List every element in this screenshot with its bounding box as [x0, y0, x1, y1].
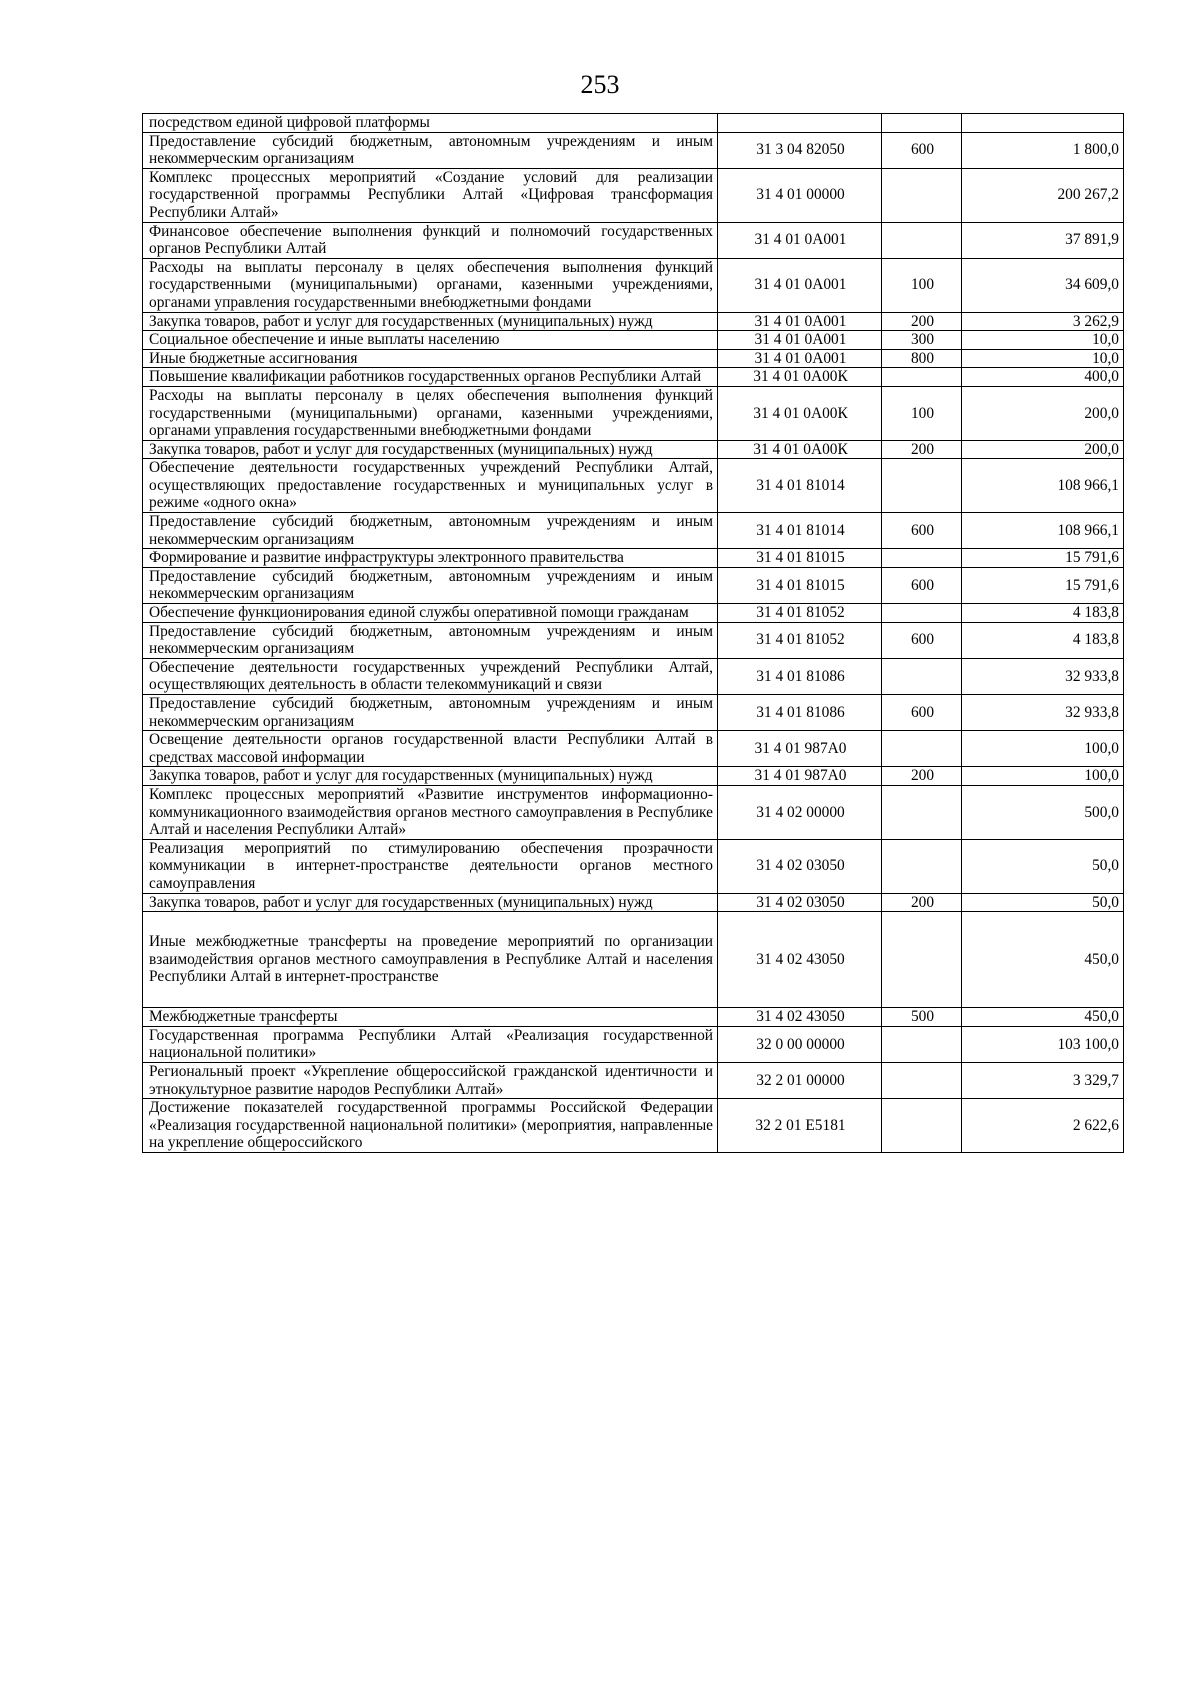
row-name-cell: Формирование и развитие инфраструктуры электронного правительства	[143, 549, 718, 568]
row-sum-cell: 50,0	[962, 839, 1124, 893]
row-sum-cell: 500,0	[962, 785, 1124, 839]
row-expense-type-cell: 200	[882, 767, 962, 786]
row-name-cell: Предоставление субсидий бюджетным, автономным учреждениям и иным некоммерческим организациям	[143, 513, 718, 549]
row-name-cell: Расходы на выплаты персоналу в целях обеспечения выполнения функций государственными (муниципальными) органами, казенными учреждениями, органами управления государственными внебюджетными фондами	[143, 386, 718, 440]
row-sum-cell: 200,0	[962, 440, 1124, 459]
row-expense-type-cell	[882, 785, 962, 839]
row-code-cell: 31 4 01 00000	[718, 168, 882, 222]
table-row	[143, 731, 1124, 767]
table-row	[143, 839, 1124, 893]
row-expense-type-cell: 200	[882, 440, 962, 459]
row-expense-type-cell: 200	[882, 893, 962, 912]
row-name-cell: Региональный проект «Укрепление общероссийской гражданской идентичности и этнокультурное развитие народов Республики Алтай»	[143, 1062, 718, 1098]
row-code-cell: 31 4 02 43050	[718, 912, 882, 1008]
row-sum-cell: 15 791,6	[962, 567, 1124, 603]
row-expense-type-cell	[882, 839, 962, 893]
row-sum-cell: 3 262,9	[962, 312, 1124, 331]
row-code-cell: 31 4 02 03050	[718, 839, 882, 893]
row-name-cell: Межбюджетные трансферты	[143, 1008, 718, 1027]
table-row	[143, 513, 1124, 549]
row-sum-cell: 200,0	[962, 386, 1124, 440]
row-sum-cell	[962, 114, 1124, 133]
row-sum-cell: 108 966,1	[962, 513, 1124, 549]
row-code-cell: 31 4 02 03050	[718, 893, 882, 912]
row-name-cell: Закупка товаров, работ и услуг для государственных (муниципальных) нужд	[143, 440, 718, 459]
row-expense-type-cell	[882, 459, 962, 513]
table-row	[143, 386, 1124, 440]
row-sum-cell: 450,0	[962, 912, 1124, 1008]
table-row	[143, 132, 1124, 168]
row-name-cell: Предоставление субсидий бюджетным, автономным учреждениям и иным некоммерческим организациям	[143, 132, 718, 168]
table-row	[143, 168, 1124, 222]
row-sum-cell: 15 791,6	[962, 549, 1124, 568]
row-name-cell: Государственная программа Республики Алтай «Реализация государственной национальной политики»	[143, 1026, 718, 1062]
row-sum-cell: 4 183,8	[962, 604, 1124, 623]
row-sum-cell: 103 100,0	[962, 1026, 1124, 1062]
table-row	[143, 440, 1124, 459]
row-expense-type-cell: 800	[882, 349, 962, 368]
row-sum-cell: 50,0	[962, 893, 1124, 912]
row-code-cell: 31 4 01 0А001	[718, 349, 882, 368]
row-expense-type-cell	[882, 731, 962, 767]
row-name-cell: Предоставление субсидий бюджетным, автономным учреждениям и иным некоммерческим организациям	[143, 695, 718, 731]
row-code-cell: 31 4 01 0А00К	[718, 386, 882, 440]
row-sum-cell: 32 933,8	[962, 658, 1124, 694]
table-row	[143, 658, 1124, 694]
table-row	[143, 114, 1124, 133]
row-name-cell: Закупка товаров, работ и услуг для государственных (муниципальных) нужд	[143, 893, 718, 912]
row-expense-type-cell	[882, 604, 962, 623]
row-sum-cell: 108 966,1	[962, 459, 1124, 513]
row-name-cell: Повышение квалификации работников государственных органов Республики Алтай	[143, 368, 718, 387]
row-expense-type-cell: 300	[882, 331, 962, 350]
row-code-cell: 31 4 01 81052	[718, 604, 882, 623]
row-sum-cell: 37 891,9	[962, 222, 1124, 258]
row-expense-type-cell: 600	[882, 513, 962, 549]
row-sum-cell: 400,0	[962, 368, 1124, 387]
table-row	[143, 349, 1124, 368]
row-code-cell: 31 4 01 987А0	[718, 767, 882, 786]
row-sum-cell: 10,0	[962, 349, 1124, 368]
row-sum-cell: 450,0	[962, 1008, 1124, 1027]
row-name-cell: посредством единой цифровой платформы	[143, 114, 718, 133]
row-expense-type-cell	[882, 912, 962, 1008]
row-code-cell: 31 4 01 81015	[718, 567, 882, 603]
table-row	[143, 893, 1124, 912]
row-code-cell: 31 4 02 00000	[718, 785, 882, 839]
row-sum-cell: 32 933,8	[962, 695, 1124, 731]
row-code-cell: 31 4 01 81086	[718, 658, 882, 694]
table-row	[143, 767, 1124, 786]
row-code-cell	[718, 114, 882, 133]
row-code-cell: 31 4 02 43050	[718, 1008, 882, 1027]
row-name-cell: Иные бюджетные ассигнования	[143, 349, 718, 368]
row-name-cell: Социальное обеспечение и иные выплаты населению	[143, 331, 718, 350]
row-name-cell: Достижение показателей государственной программы Российской Федерации «Реализация государственной национальной политики» (мероприятия, направленные на укрепление общероссийского	[143, 1099, 718, 1153]
row-code-cell: 31 4 01 0А001	[718, 331, 882, 350]
row-sum-cell: 200 267,2	[962, 168, 1124, 222]
row-expense-type-cell: 100	[882, 258, 962, 312]
table-row	[143, 912, 1124, 1008]
row-expense-type-cell: 500	[882, 1008, 962, 1027]
row-name-cell: Комплекс процессных мероприятий «Развитие инструментов информационно-коммуникационного взаимодействия органов местного самоуправления в Республике Алтай и населения Республики Алтай»	[143, 785, 718, 839]
row-sum-cell: 100,0	[962, 731, 1124, 767]
row-code-cell: 31 4 01 81014	[718, 513, 882, 549]
table-row	[143, 695, 1124, 731]
table-row	[143, 549, 1124, 568]
table-row	[143, 331, 1124, 350]
row-name-cell: Обеспечение деятельности государственных учреждений Республики Алтай, осуществляющих деятельность в области телекоммуникаций и связи	[143, 658, 718, 694]
table-row	[143, 222, 1124, 258]
row-expense-type-cell	[882, 114, 962, 133]
row-name-cell: Расходы на выплаты персоналу в целях обеспечения выполнения функций государственными (муниципальными) органами, казенными учреждениями, органами управления государственными внебюджетными фондами	[143, 258, 718, 312]
row-sum-cell: 4 183,8	[962, 622, 1124, 658]
table-row	[143, 1026, 1124, 1062]
row-name-cell: Реализация мероприятий по стимулированию обеспечения прозрачности коммуникации в интернет-пространстве деятельности органов местного самоуправления	[143, 839, 718, 893]
row-code-cell: 32 2 01 00000	[718, 1062, 882, 1098]
table-row	[143, 622, 1124, 658]
row-expense-type-cell: 200	[882, 312, 962, 331]
budget-table-body	[143, 114, 1124, 1153]
row-sum-cell: 100,0	[962, 767, 1124, 786]
table-row	[143, 368, 1124, 387]
table-row	[143, 785, 1124, 839]
row-sum-cell: 10,0	[962, 331, 1124, 350]
row-expense-type-cell	[882, 168, 962, 222]
row-expense-type-cell: 600	[882, 132, 962, 168]
row-code-cell: 32 2 01 Е5181	[718, 1099, 882, 1153]
row-expense-type-cell: 600	[882, 567, 962, 603]
row-sum-cell: 34 609,0	[962, 258, 1124, 312]
table-row	[143, 1099, 1124, 1153]
row-code-cell: 31 4 01 81086	[718, 695, 882, 731]
table-row	[143, 567, 1124, 603]
row-code-cell: 31 4 01 0А001	[718, 312, 882, 331]
row-sum-cell: 2 622,6	[962, 1099, 1124, 1153]
row-code-cell: 31 4 01 0А00К	[718, 440, 882, 459]
row-expense-type-cell	[882, 658, 962, 694]
row-expense-type-cell: 100	[882, 386, 962, 440]
row-code-cell: 32 0 00 00000	[718, 1026, 882, 1062]
row-name-cell: Финансовое обеспечение выполнения функций и полномочий государственных органов Республики Алтай	[143, 222, 718, 258]
table-row	[143, 258, 1124, 312]
row-code-cell: 31 4 01 81052	[718, 622, 882, 658]
row-expense-type-cell	[882, 222, 962, 258]
row-name-cell: Комплекс процессных мероприятий «Создание условий для реализации государственной программы Республики Алтай «Цифровая трансформация Республики Алтай»	[143, 168, 718, 222]
row-code-cell: 31 4 01 987А0	[718, 731, 882, 767]
row-name-cell: Иные межбюджетные трансферты на проведение мероприятий по организации взаимодействия органов местного самоуправления в Республике Алтай и населения Республики Алтай в интернет-пространстве	[143, 912, 718, 1008]
row-code-cell: 31 4 01 81014	[718, 459, 882, 513]
row-expense-type-cell	[882, 1062, 962, 1098]
table-row	[143, 1008, 1124, 1027]
row-name-cell: Предоставление субсидий бюджетным, автономным учреждениям и иным некоммерческим организациям	[143, 622, 718, 658]
row-name-cell: Закупка товаров, работ и услуг для государственных (муниципальных) нужд	[143, 767, 718, 786]
row-sum-cell: 3 329,7	[962, 1062, 1124, 1098]
table-row	[143, 604, 1124, 623]
budget-table	[142, 113, 1124, 1153]
row-code-cell: 31 3 04 82050	[718, 132, 882, 168]
row-name-cell: Обеспечение деятельности государственных учреждений Республики Алтай, осуществляющих предоставление государственных и муниципальных услуг в режиме «одного окна»	[143, 459, 718, 513]
row-code-cell: 31 4 01 0А001	[718, 222, 882, 258]
row-expense-type-cell	[882, 549, 962, 568]
row-name-cell: Освещение деятельности органов государственной власти Республики Алтай в средствах массовой информации	[143, 731, 718, 767]
row-name-cell: Обеспечение функционирования единой службы оперативной помощи гражданам	[143, 604, 718, 623]
row-name-cell: Закупка товаров, работ и услуг для государственных (муниципальных) нужд	[143, 312, 718, 331]
page-number: 253	[580, 70, 620, 99]
row-sum-cell: 1 800,0	[962, 132, 1124, 168]
row-code-cell: 31 4 01 81015	[718, 549, 882, 568]
row-expense-type-cell	[882, 368, 962, 387]
table-row	[143, 1062, 1124, 1098]
table-row	[143, 312, 1124, 331]
row-name-cell: Предоставление субсидий бюджетным, автономным учреждениям и иным некоммерческим организациям	[143, 567, 718, 603]
table-row	[143, 459, 1124, 513]
row-expense-type-cell: 600	[882, 695, 962, 731]
row-code-cell: 31 4 01 0А001	[718, 258, 882, 312]
row-expense-type-cell	[882, 1026, 962, 1062]
row-expense-type-cell	[882, 1099, 962, 1153]
row-code-cell: 31 4 01 0А00К	[718, 368, 882, 387]
row-expense-type-cell: 600	[882, 622, 962, 658]
